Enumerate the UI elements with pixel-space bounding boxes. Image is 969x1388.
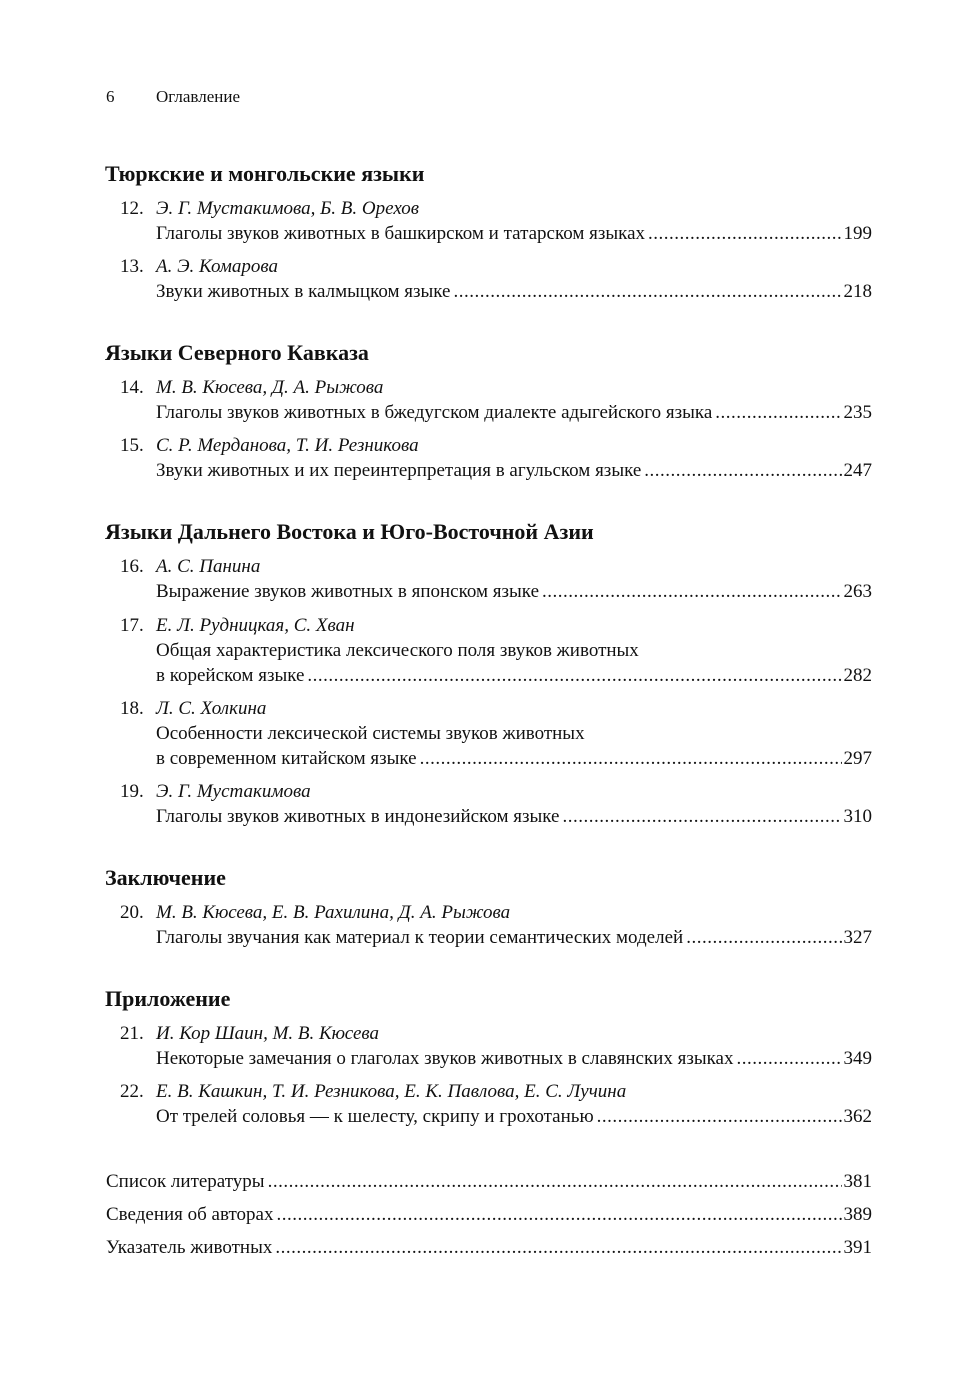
dot-leader (307, 664, 841, 688)
entry-number: 16. (120, 556, 144, 577)
entry-page: 389 (843, 1204, 872, 1225)
toc-entry-link[interactable] (156, 926, 872, 950)
entry-page: 199 (843, 223, 872, 244)
entry-authors: М. В. Кюсева, Е. В. Рахилина, Д. А. Рыжова (156, 902, 511, 923)
entry-authors: М. В. Кюсева, Д. А. Рыжова (156, 377, 384, 398)
entry-page: 381 (843, 1171, 872, 1192)
toc-entry-link[interactable] (156, 580, 872, 604)
section-title: Языки Дальнего Востока и Юго-Восточной Азии (105, 519, 594, 544)
entry-page: 263 (843, 581, 872, 602)
entry-title: Глаголы звуков животных в индонезийском языке (156, 806, 560, 827)
toc-entry-link[interactable] (156, 664, 872, 688)
toc-entry-link[interactable] (156, 805, 872, 829)
entry-title: Общая характеристика лексического поля звуков животных (156, 640, 639, 661)
entry-number: 13. (120, 256, 144, 277)
entry-title: Особенности лексической системы звуков животных (156, 723, 585, 744)
dot-leader (453, 280, 841, 304)
entry-page: 310 (843, 806, 872, 827)
toc-entry-link[interactable] (106, 1203, 872, 1227)
entry-title: Выражение звуков животных в японском языке (156, 581, 539, 602)
entry-number: 17. (120, 615, 144, 636)
entry-number: 18. (120, 698, 144, 719)
section-title: Заключение (105, 865, 226, 890)
toc-entry-link[interactable] (156, 1047, 872, 1071)
dot-leader (542, 580, 842, 604)
dot-leader (737, 1047, 842, 1071)
dot-leader (597, 1105, 842, 1129)
entry-authors: Э. Г. Мустакимова, Б. В. Орехов (156, 198, 420, 219)
entry-authors: Э. Г. Мустакимова (156, 781, 311, 802)
entry-number: 22. (120, 1081, 144, 1102)
toc-entry-link[interactable] (156, 459, 872, 483)
entry-page: 218 (843, 281, 872, 302)
dot-leader (275, 1236, 841, 1260)
entry-title: Звуки животных в калмыцком языке (156, 281, 451, 302)
toc-entry-link[interactable] (156, 222, 872, 246)
entry-number: 12. (120, 198, 144, 219)
entry-authors: А. Э. Комарова (156, 256, 278, 277)
toc-entry-link[interactable] (156, 280, 872, 304)
page-number: 6 (106, 87, 115, 106)
dot-leader (562, 805, 841, 829)
entry-authors: Е. В. Кашкин, Т. И. Резникова, Е. К. Павлова, Е. С. Лучина (156, 1081, 627, 1102)
toc-entry-link[interactable] (106, 1170, 872, 1194)
dot-leader (276, 1203, 841, 1227)
dot-leader (644, 459, 841, 483)
entry-title: Некоторые замечания о глаголах звуков животных в славянских языках (156, 1048, 734, 1069)
toc-entry-link[interactable] (106, 1236, 872, 1260)
entry-number: 20. (120, 902, 144, 923)
entry-page: 391 (843, 1237, 872, 1258)
dot-leader (648, 222, 841, 246)
toc-entry-link[interactable] (156, 747, 872, 771)
toc-entry-link[interactable] (156, 401, 872, 425)
entry-page: 349 (843, 1048, 872, 1069)
entry-page: 297 (843, 748, 872, 769)
toc-entry-link[interactable] (156, 1105, 872, 1129)
dot-leader (420, 747, 842, 771)
entry-title: От трелей соловья — к шелесту, скрипу и грохотанью (156, 1106, 594, 1127)
entry-page: 362 (843, 1106, 872, 1127)
back-matter-title: Сведения об авторах (106, 1204, 274, 1225)
entry-number: 14. (120, 377, 144, 398)
entry-page: 282 (843, 665, 872, 686)
entry-number: 15. (120, 435, 144, 456)
section-title: Языки Северного Кавказа (105, 340, 369, 365)
section-title: Тюркские и монгольские языки (105, 161, 425, 186)
dot-leader (686, 926, 841, 950)
entry-title: в корейском языке (156, 665, 305, 686)
entry-title: Глаголы звуков животных в башкирском и татарском языках (156, 223, 646, 244)
entry-title: Глаголы звучания как материал к теории семантических моделей (156, 927, 684, 948)
running-header (106, 86, 240, 108)
entry-page: 235 (843, 402, 872, 423)
entry-authors: Е. Л. Рудницкая, С. Хван (156, 615, 355, 636)
entry-authors: С. Р. Мерданова, Т. И. Резникова (156, 435, 419, 456)
back-matter-title: Список литературы (106, 1171, 265, 1192)
entry-page: 247 (843, 460, 872, 481)
entry-authors: Л. С. Холкина (156, 698, 267, 719)
section-title: Приложение (105, 986, 231, 1011)
entry-page: 327 (843, 927, 872, 948)
entry-number: 19. (120, 781, 144, 802)
entry-title: Глаголы звуков животных в бжедугском диалекте адыгейского языка (156, 402, 713, 423)
entry-title: в современном китайском языке (156, 748, 417, 769)
entry-title: Звуки животных и их переинтерпретация в агульском языке (156, 460, 642, 481)
entry-number: 21. (120, 1023, 144, 1044)
back-matter-title: Указатель животных (106, 1237, 273, 1258)
running-title: Оглавление (156, 87, 240, 106)
dot-leader (268, 1170, 842, 1194)
entry-authors: А. С. Панина (156, 556, 261, 577)
dot-leader (715, 401, 841, 425)
entry-authors: И. Кор Шаин, М. В. Кюсева (156, 1023, 380, 1044)
